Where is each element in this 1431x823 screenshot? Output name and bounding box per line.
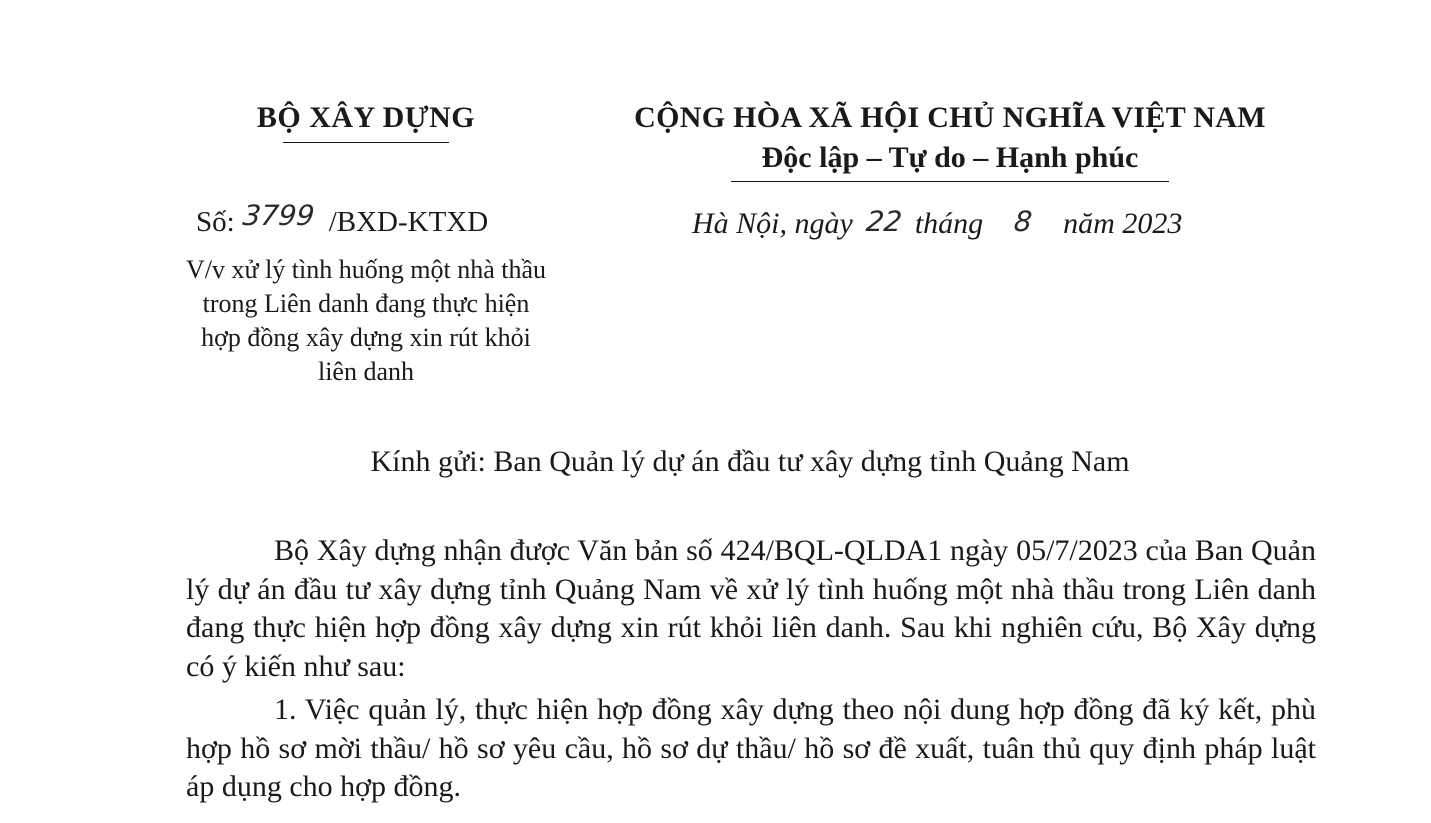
recipient-line: Kính gửi: Ban Quản lý dự án đầu tư xây dựng tỉnh Quảng Nam bbox=[370, 445, 1130, 478]
date-place-day-label: Hà Nội, ngày bbox=[692, 207, 853, 240]
document-number bbox=[196, 199, 489, 242]
body-paragraph: Bộ Xây dựng nhận được Văn bản số 424/BQL-QLDA1 ngày 05/7/2023 của Ban Quản lý dự án đầu tư xây dựng tỉnh Quảng Nam về xử lý tình huống một nhà thầu trong Liên danh đang thực hiện hợp đồng xây dựng xin rút khỏi liên danh. Sau khi nghiên cứu, Bộ Xây dựng có ý kiến như sau: bbox=[186, 534, 1316, 683]
document-number-suffix: /BXD-KTXD bbox=[328, 206, 489, 238]
motto-underline bbox=[731, 181, 1169, 182]
date-year-label: năm 2023 bbox=[1063, 207, 1183, 240]
document-subject bbox=[150, 253, 582, 389]
subject-line: V/v xử lý tình huống một nhà thầu bbox=[185, 255, 546, 284]
subject-line: hợp đồng xây dựng xin rút khỏi bbox=[201, 323, 531, 352]
body-point-1: 1. Việc quản lý, thực hiện hợp đồng xây dựng theo nội dung hợp đồng đã ký kết, phù hợp hồ sơ mời thầu/ hồ sơ yêu cầu, hồ sơ dự thầu/ hồ sơ đề xuất, tuân thủ quy định pháp luật áp dụng cho hợp đồng. bbox=[186, 693, 1316, 803]
organization-underline bbox=[283, 142, 449, 143]
subject-line: trong Liên danh đang thực hiện bbox=[202, 289, 530, 318]
nation-title: CỘNG HÒA XÃ HỘI CHỦ NGHĨA VIỆT NAM bbox=[634, 101, 1266, 134]
document-number-prefix: Số: bbox=[196, 206, 235, 238]
organization-name: BỘ XÂY DỰNG bbox=[256, 101, 476, 134]
handwritten-document-number: 3799 bbox=[241, 199, 316, 232]
national-heading-block bbox=[590, 98, 1310, 182]
subject-line: liên danh bbox=[317, 357, 415, 386]
handwritten-day: 22 bbox=[864, 205, 904, 238]
handwritten-month: 8 bbox=[1012, 205, 1034, 238]
document-body bbox=[186, 532, 1316, 807]
national-motto: Độc lập – Tự do – Hạnh phúc bbox=[761, 141, 1139, 174]
issue-date bbox=[692, 204, 1182, 244]
date-month-label: tháng bbox=[914, 207, 984, 240]
issuing-authority-block bbox=[150, 98, 582, 143]
